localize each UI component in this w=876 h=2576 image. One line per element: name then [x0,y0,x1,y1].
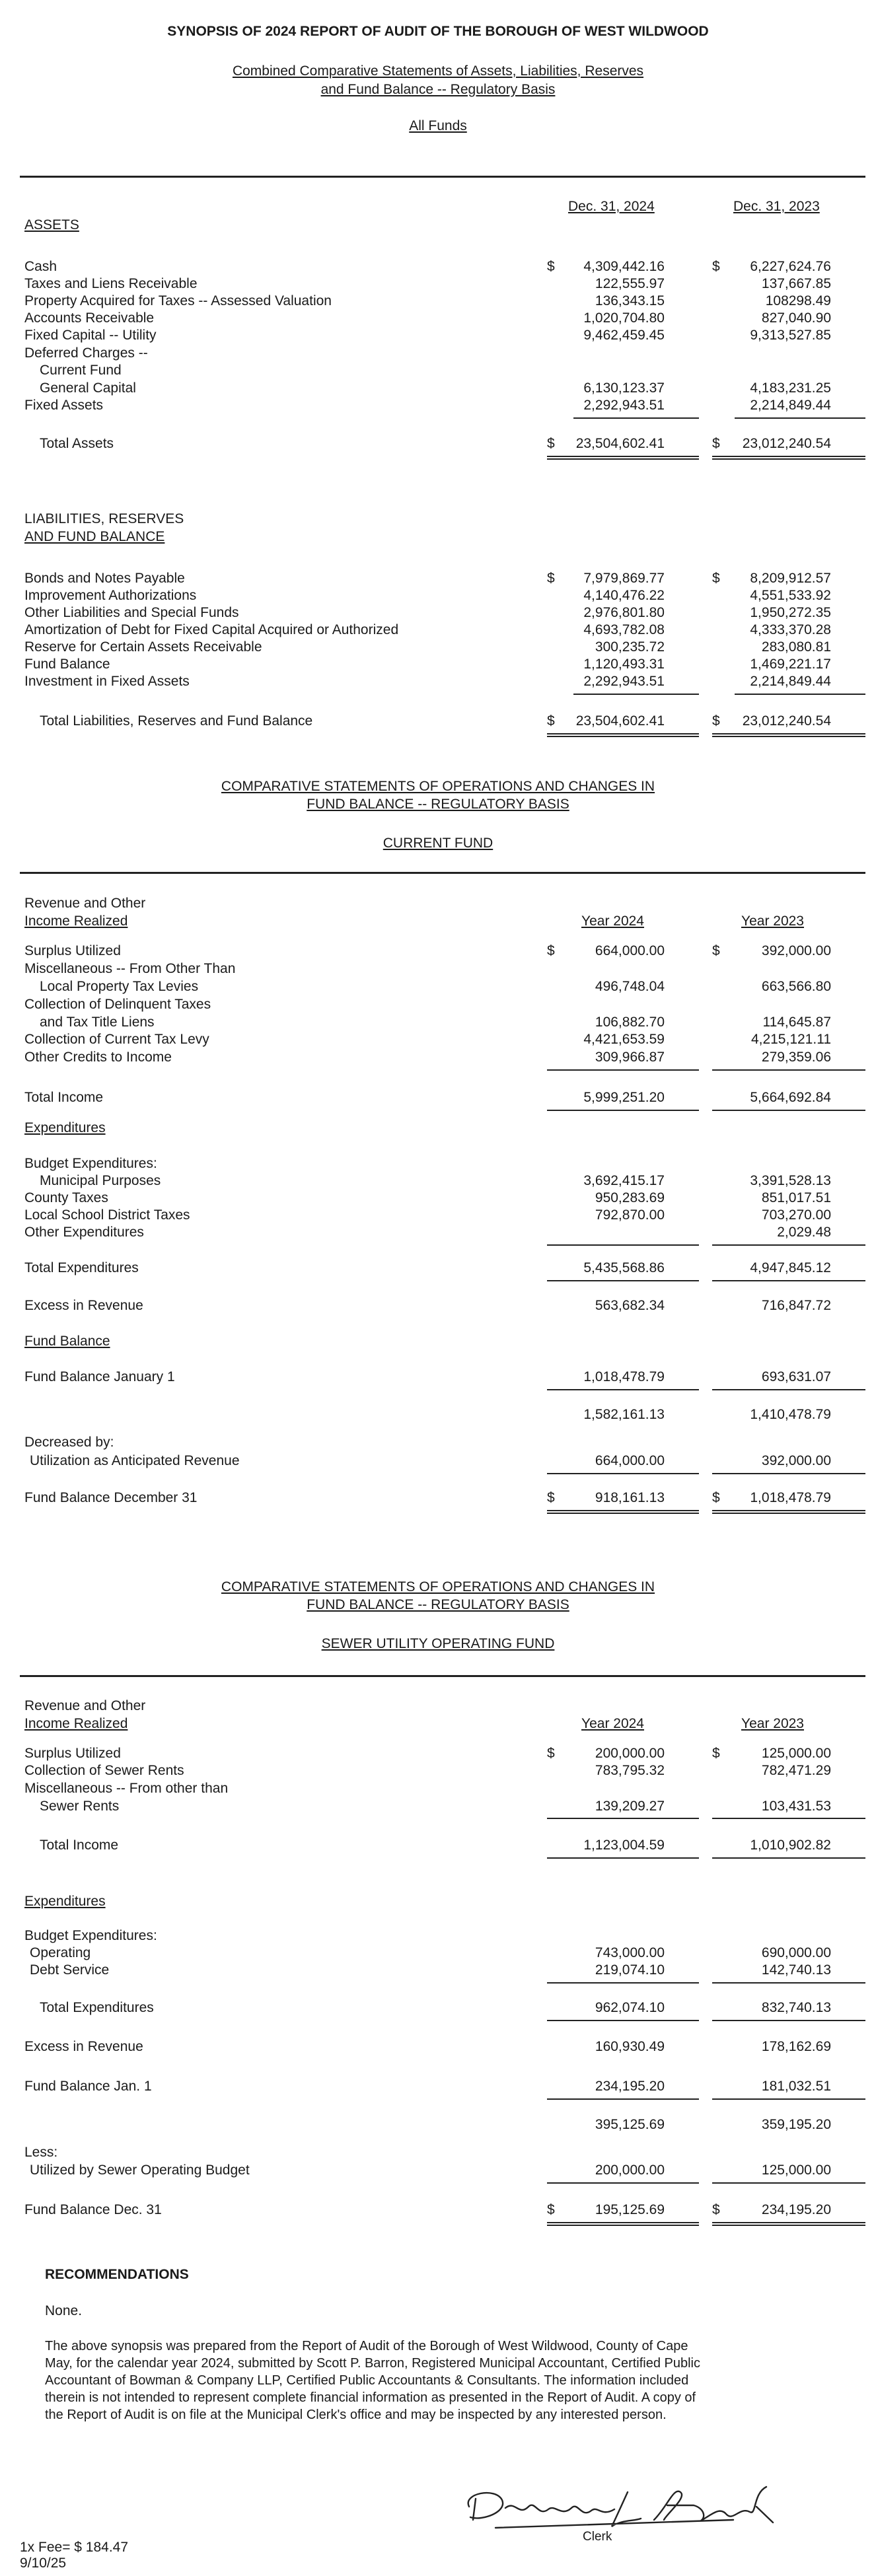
table-row [0,1369,876,1385]
value-prior-year: 4,947,845.12 [750,1260,831,1275]
section-rule [20,872,865,874]
value-prior-year: 3,391,528.13 [750,1173,831,1188]
table-row [0,588,876,604]
value-prior-year: 181,032.51 [761,2079,831,2094]
total-rule [712,1513,865,1514]
sec1-heading-line2: and Fund Balance -- Regulatory Basis [320,82,556,97]
row-label: Utilized by Sewer Operating Budget [30,2163,250,2178]
paragraph-line: The above synopsis was prepared from the Report of Audit of the Borough of West Wildwood, County of Cape [45,2339,688,2353]
total-rule [547,2182,699,2184]
row-label: Total Expenditures [24,1260,139,1275]
value-prior-year: 279,359.06 [761,1050,831,1065]
sec2-heading-line1: COMPARATIVE STATEMENTS OF OPERATIONS AND CHANGES IN [221,779,655,794]
row-label: Fund Balance January 1 [24,1369,175,1384]
row-label: Utilization as Anticipated Revenue [30,1453,240,1468]
value-current-year: 309,966.87 [595,1050,665,1065]
currency-sign: $ [712,1490,720,1505]
table-row [0,1090,876,1106]
less-label: Less: [24,2145,58,2160]
value-prior-year: 137,667.85 [761,276,831,291]
sec1-subheading: All Funds [409,118,467,133]
total-rule [712,1110,865,1111]
value-current-year: 4,421,653.59 [583,1032,665,1047]
table-row [0,961,876,977]
total-rule [712,1818,865,1819]
total-rule [712,1069,865,1071]
value-current-year: 395,125.69 [595,2117,665,2132]
value-prior-year: 782,471.29 [761,1763,831,1778]
sec1-col1-header: Dec. 31, 2024 [568,199,655,214]
sec3-heading-line2: FUND BALANCE -- REGULATORY BASIS [307,1597,569,1612]
value-prior-year: 1,010,902.82 [750,1838,831,1853]
currency-sign: $ [547,1490,555,1505]
sec2-col1-header: Year 2024 [581,913,644,929]
total-rule [712,2222,865,2223]
value-current-year: 1,020,704.80 [583,310,665,326]
total-rule [547,1069,699,1071]
sec2-rev-label-line1: Revenue and Other [24,896,146,911]
currency-sign: $ [712,571,720,586]
row-label: Fixed Assets [24,398,104,413]
table-row [0,2079,876,2094]
table-row [0,1962,876,1978]
row-label: General Capital [40,380,136,396]
assets-label: ASSETS [24,217,79,233]
row-label: Municipal Purposes [40,1173,161,1188]
document-title: SYNOPSIS OF 2024 REPORT OF AUDIT OF THE BOROUGH OF WEST WILDWOOD [167,24,709,39]
table-row [0,1781,876,1797]
sec2-subheading: CURRENT FUND [383,836,493,851]
value-current-year: 4,309,442.16 [583,259,665,274]
paragraph-line: the Report of Audit is on file at the Municipal Clerk's office and may be inspected by any interested person. [45,2408,667,2422]
currency-sign: $ [547,2202,555,2217]
value-current-year: 300,235.72 [595,639,665,655]
total-rule [712,2098,865,2100]
total-rule [712,2182,865,2184]
row-label: Other Liabilities and Special Funds [24,605,239,620]
total-rule [547,2020,699,2021]
table-row [0,1453,876,1469]
value-prior-year: 4,333,370.28 [750,622,831,637]
total-rule [735,694,865,695]
value-current-year: 792,870.00 [595,1207,665,1223]
table-row [0,2039,876,2055]
value-prior-year: 392,000.00 [761,1453,831,1468]
row-label: Collection of Delinquent Taxes [24,997,211,1012]
value-prior-year: 178,162.69 [761,2039,831,2054]
total-rule [735,417,865,419]
sec3-rev-label-line2: Income Realized [24,1716,128,1731]
value-current-year: 1,582,161.13 [583,1407,665,1422]
total-rule [712,1857,865,1859]
expenditures-label: Expenditures [24,1894,106,1909]
value-prior-year: 9,313,527.85 [750,328,831,343]
value-prior-year: 4,215,121.11 [750,1032,831,1047]
table-row [0,1945,876,1961]
row-label: Total Liabilities, Reserves and Fund Balance [40,713,313,729]
row-label: Fund Balance Jan. 1 [24,2079,152,2094]
value-current-year: 783,795.32 [595,1763,665,1778]
sec3-heading-line1: COMPARATIVE STATEMENTS OF OPERATIONS AND CHANGES IN [221,1579,655,1594]
sec3-col2-header: Year 2023 [741,1716,804,1731]
table-row [0,380,876,396]
total-rule [712,1244,865,1246]
value-prior-year: 6,227,624.76 [750,259,831,274]
value-current-year: 962,074.10 [595,2000,665,2015]
value-current-year: 496,748.04 [595,979,665,994]
row-label: Total Income [40,1838,119,1853]
table-row [0,1225,876,1240]
recommendations-body: None. [45,2303,83,2318]
total-rule [547,1110,699,1111]
value-prior-year: 5,664,692.84 [750,1090,831,1105]
paragraph-line: therein is not intended to represent complete financial information as presented in the Report of Audit. A copy of [45,2390,696,2405]
total-rule [547,736,699,737]
value-prior-year: 1,410,478.79 [750,1407,831,1422]
liabilities-label-line2: AND FUND BALANCE [24,529,165,544]
table-row [0,1763,876,1779]
row-label: Fixed Capital -- Utility [24,328,157,343]
value-current-year: 7,979,869.77 [583,571,665,586]
total-rule [712,2225,865,2226]
currency-sign: $ [547,436,555,451]
total-rule [547,2098,699,2100]
clerk-signature [456,2480,799,2540]
row-label: Fund Balance Dec. 31 [24,2202,162,2217]
row-label: Taxes and Liens Receivable [24,276,198,291]
sec3-rev-label-line1: Revenue and Other [24,1698,146,1713]
row-label: Local School District Taxes [24,1207,190,1223]
value-current-year: 563,682.34 [595,1298,665,1313]
currency-sign: $ [712,713,720,729]
total-rule [547,2225,699,2226]
value-current-year: 1,018,478.79 [583,1369,665,1384]
table-row [0,657,876,672]
row-label: Other Credits to Income [24,1050,172,1065]
table-row [0,1407,876,1423]
total-rule [547,733,699,734]
row-label: Collection of Sewer Rents [24,1763,184,1778]
row-label: Fund Balance December 31 [24,1490,198,1505]
value-current-year: 664,000.00 [595,1453,665,1468]
sec1-col2-header: Dec. 31, 2023 [733,199,820,214]
table-row [0,1050,876,1065]
value-prior-year: 142,740.13 [761,1962,831,1978]
table-row [0,293,876,309]
value-current-year: 1,123,004.59 [583,1838,665,1853]
row-label: Excess in Revenue [24,2039,143,2054]
table-row [0,398,876,413]
value-current-year: 195,125.69 [595,2202,665,2217]
value-current-year: 918,161.13 [595,1490,665,1505]
table-row [0,2000,876,2016]
value-current-year: 9,462,459.45 [583,328,665,343]
total-rule [547,1389,699,1390]
clerk-label: Clerk [583,2530,612,2544]
row-label: Improvement Authorizations [24,588,197,603]
value-current-year: 200,000.00 [595,1746,665,1761]
table-row [0,639,876,655]
table-row [0,979,876,995]
row-label: Debt Service [30,1962,110,1978]
value-prior-year: 283,080.81 [761,639,831,655]
table-row [0,1156,876,1172]
value-prior-year: 114,645.87 [762,1015,831,1030]
value-current-year: 122,555.97 [595,276,665,291]
value-current-year: 4,140,476.22 [583,588,665,603]
table-row [0,1838,876,1853]
value-prior-year: 125,000.00 [761,2163,831,2178]
total-rule [547,1857,699,1859]
value-prior-year: 4,183,231.25 [750,380,831,396]
sec2-heading-line2: FUND BALANCE -- REGULATORY BASIS [307,797,569,812]
sec2-col2-header: Year 2023 [741,913,804,929]
value-current-year: 5,435,568.86 [583,1260,665,1275]
table-row [0,997,876,1013]
value-prior-year: 2,214,849.44 [750,674,831,689]
row-label: Investment in Fixed Assets [24,674,190,689]
publication-date: 9/10/25 [20,2556,67,2571]
row-label: Total Assets [40,436,114,451]
currency-sign: $ [712,259,720,274]
value-prior-year: 851,017.51 [761,1190,831,1205]
value-current-year: 23,504,602.41 [575,436,665,451]
row-label: Property Acquired for Taxes -- Assessed Valuation [24,293,332,308]
value-current-year: 3,692,415.17 [583,1173,665,1188]
row-label: Excess in Revenue [24,1298,143,1313]
section-rule [20,176,865,178]
value-prior-year: 103,431.53 [761,1799,831,1814]
table-row [0,1190,876,1206]
table-row [0,943,876,959]
row-label: Sewer Rents [40,1799,120,1814]
row-label: Reserve for Certain Assets Receivable [24,639,262,655]
row-label: Deferred Charges -- [24,345,148,361]
value-current-year: 136,343.15 [595,293,665,308]
total-rule [547,1473,699,1474]
table-row [0,436,876,452]
currency-sign: $ [712,943,720,958]
total-rule [547,1244,699,1246]
table-row [0,605,876,621]
value-prior-year: 8,209,912.57 [750,571,831,586]
row-label: Operating [30,1945,91,1960]
table-row [0,622,876,638]
decreased-by-label: Decreased by: [24,1435,114,1450]
value-prior-year: 1,018,478.79 [750,1490,831,1505]
currency-sign: $ [547,943,555,958]
currency-sign: $ [712,2202,720,2217]
total-rule [712,1510,865,1511]
value-prior-year: 716,847.72 [761,1298,831,1313]
row-label: Total Income [24,1090,104,1105]
value-prior-year: 23,012,240.54 [742,436,831,451]
expenditures-label: Expenditures [24,1120,106,1135]
table-row [0,674,876,690]
budget-expenditures-label: Budget Expenditures: [24,1928,157,1943]
table-row [0,1032,876,1048]
value-prior-year: 1,469,221.17 [750,657,831,672]
row-label: Cash [24,259,57,274]
value-current-year: 139,209.27 [595,1799,665,1814]
total-rule [573,417,699,419]
row-label: Surplus Utilized [24,943,121,958]
value-prior-year: 2,029.48 [777,1225,831,1240]
value-current-year: 234,195.20 [595,2079,665,2094]
value-prior-year: 234,195.20 [761,2202,831,2217]
total-rule [712,1473,865,1474]
value-current-year: 5,999,251.20 [583,1090,665,1105]
row-label: Fund Balance [24,657,110,672]
total-rule [547,1818,699,1819]
value-current-year: 743,000.00 [595,1945,665,1960]
row-label: Local Property Tax Levies [40,979,199,994]
total-rule [712,736,865,737]
value-current-year: 4,693,782.08 [583,622,665,637]
table-row [0,1799,876,1814]
value-current-year: 160,930.49 [595,2039,665,2054]
recommendations-heading: RECOMMENDATIONS [45,2267,189,2282]
total-rule [547,1510,699,1511]
value-prior-year: 2,214,849.44 [750,398,831,413]
table-row [0,2202,876,2218]
currency-sign: $ [547,1746,555,1761]
total-rule [547,1982,699,1984]
row-label: Surplus Utilized [24,1746,121,1761]
table-row [0,1260,876,1276]
table-row [0,310,876,326]
value-current-year: 664,000.00 [595,943,665,958]
total-rule [712,1982,865,1984]
value-current-year: 219,074.10 [595,1962,665,1978]
table-row [0,713,876,729]
value-prior-year: 827,040.90 [761,310,831,326]
value-prior-year: 832,740.13 [761,2000,831,2015]
value-current-year: 23,504,602.41 [575,713,665,729]
paragraph-line: Accountant of Bowman & Company LLP, Certified Public Accountants & Consultants. The information included [45,2373,689,2388]
value-prior-year: 1,950,272.35 [750,605,831,620]
table-row [0,2117,876,2133]
table-row [0,2163,876,2178]
value-prior-year: 4,551,533.92 [750,588,831,603]
fund-balance-label: Fund Balance [24,1334,110,1349]
value-prior-year: 392,000.00 [761,943,831,958]
paragraph-line: May, for the calendar year 2024, submitted by Scott P. Barron, Registered Municipal Accountant, Certified Public [45,2356,701,2371]
value-current-year: 950,283.69 [595,1190,665,1205]
value-prior-year: 693,631.07 [761,1369,831,1384]
table-row [0,276,876,292]
total-rule [712,1389,865,1390]
total-rule [712,733,865,734]
currency-sign: $ [547,259,555,274]
value-prior-year: 125,000.00 [761,1746,831,1761]
row-label: Miscellaneous -- From Other Than [24,961,236,976]
currency-sign: $ [547,713,555,729]
sec3-col1-header: Year 2024 [581,1716,644,1731]
sec2-rev-label-line2: Income Realized [24,913,128,929]
row-label: Amortization of Debt for Fixed Capital Acquired or Authorized [24,622,399,637]
table-row [0,259,876,275]
table-row [0,1207,876,1223]
currency-sign: $ [712,1746,720,1761]
row-label: Collection of Current Tax Levy [24,1032,209,1047]
table-row [0,1173,876,1189]
row-label: Current Fund [40,363,122,378]
row-label: Other Expenditures [24,1225,144,1240]
currency-sign: $ [547,571,555,586]
sec3-subheading: SEWER UTILITY OPERATING FUND [321,1636,555,1651]
total-rule [547,2222,699,2223]
row-label: Miscellaneous -- From other than [24,1781,229,1796]
value-prior-year: 23,012,240.54 [742,713,831,729]
total-rule [547,1513,699,1514]
row-label: Accounts Receivable [24,310,155,326]
value-prior-year: 690,000.00 [761,1945,831,1960]
value-current-year: 2,976,801.80 [583,605,665,620]
sec1-heading-line1: Combined Comparative Statements of Assets, Liabilities, Reserves [232,63,644,79]
row-label: County Taxes [24,1190,108,1205]
total-rule [712,456,865,457]
total-rule [573,694,699,695]
section-rule [20,1675,865,1677]
table-row [0,363,876,378]
table-row [0,345,876,361]
value-current-year: 1,120,493.31 [583,657,665,672]
table-row [0,1746,876,1762]
row-label: Bonds and Notes Payable [24,571,185,586]
total-rule [547,456,699,457]
value-prior-year: 663,566.80 [761,979,831,994]
value-current-year: 200,000.00 [595,2163,665,2178]
value-current-year: 106,882.70 [595,1015,665,1030]
table-row [0,1298,876,1314]
row-label: and Tax Title Liens [40,1015,155,1030]
table-row [0,571,876,587]
total-rule [547,1280,699,1281]
row-label: Total Expenditures [40,2000,154,2015]
value-current-year: 2,292,943.51 [583,674,665,689]
total-rule [712,1280,865,1281]
table-row [0,328,876,343]
table-row [0,1490,876,1506]
currency-sign: $ [712,436,720,451]
total-rule [712,2020,865,2021]
liabilities-label-line1: LIABILITIES, RESERVES [24,511,184,526]
total-rule [712,458,865,460]
value-prior-year: 703,270.00 [761,1207,831,1223]
row-label: Budget Expenditures: [24,1156,157,1171]
total-rule [547,458,699,460]
value-prior-year: 108298.49 [765,293,831,308]
publication-fee: 1x Fee= $ 184.47 [20,2540,129,2555]
value-prior-year: 359,195.20 [761,2117,831,2132]
value-current-year: 2,292,943.51 [583,398,665,413]
table-row [0,1015,876,1030]
value-current-year: 6,130,123.37 [583,380,665,396]
